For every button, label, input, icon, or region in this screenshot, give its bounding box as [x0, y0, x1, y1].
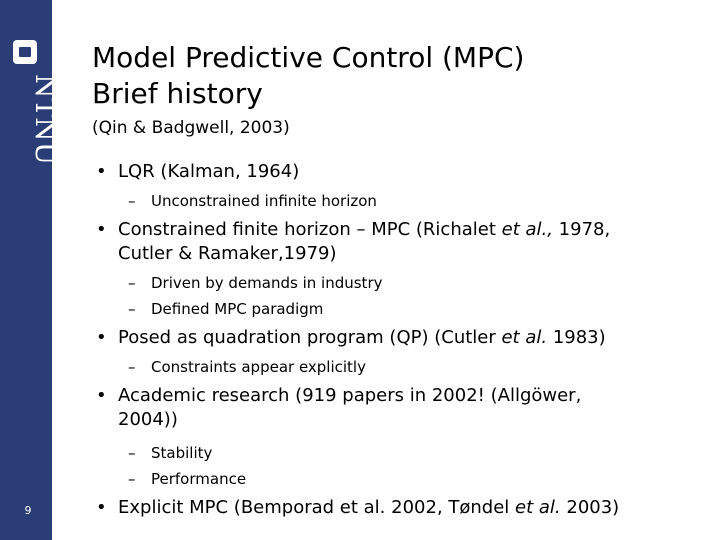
bullet-item [92, 496, 702, 520]
subtitle-citation: (Qin & Badgwell, 2003) [92, 118, 290, 138]
bullet-dot: • [96, 161, 107, 182]
bullet-dot: • [96, 327, 107, 348]
ntnu-logo-text [8, 70, 62, 170]
bullet-item [92, 218, 702, 266]
ntnu-logo-icon [11, 38, 39, 66]
slide-title [92, 40, 524, 112]
sub-bullet-text: Constraints appear explicitly [151, 358, 366, 376]
bullet-dot: • [96, 497, 107, 518]
bullet-text: Posed as quadration program (QP) (Cutler [118, 327, 502, 348]
sub-bullet-text: Performance [151, 470, 247, 488]
bullet-text-italic: et al. [501, 327, 548, 348]
sub-bullet-dash: – [128, 444, 136, 462]
bullet-text: Constrained finite horizon – MPC (Richalet [118, 219, 502, 240]
sub-bullet-text: Unconstrained infinite horizon [151, 192, 377, 210]
sub-bullet-dash: – [128, 470, 136, 488]
bullet-text: 1978, [552, 219, 611, 240]
bullet-text-line2: 2004)) [118, 409, 178, 430]
bullet-text-italic: et al., [501, 219, 553, 240]
title-line-1: Model Predictive Control (MPC) [92, 41, 525, 74]
svg-text:NTNU: NTNU [29, 74, 62, 166]
sub-bullet-item [92, 296, 702, 322]
sub-bullet-dash: – [128, 274, 136, 292]
sidebar [0, 0, 62, 540]
sub-bullet-item [92, 188, 702, 214]
sub-bullet-item [92, 270, 702, 296]
bullet-item [92, 326, 702, 350]
sub-bullet-text: Stability [151, 444, 213, 462]
bullet-item [92, 384, 702, 432]
bullet-text-line2: Cutler & Ramaker,1979) [118, 243, 337, 264]
sub-bullet-item [92, 440, 702, 466]
bullet-text: LQR (Kalman, 1964) [118, 161, 300, 182]
title-line-2: Brief history [92, 77, 263, 110]
sub-bullet-dash: – [128, 300, 136, 318]
bullet-list [92, 160, 702, 524]
sub-bullet-item [92, 466, 702, 492]
bullet-text: Academic research (919 papers in 2002! (Allgöwer, [118, 385, 582, 406]
bullet-text: Explicit MPC (Bemporad et al. 2002, Tøndel [118, 497, 516, 518]
sub-bullet-text: Driven by demands in industry [151, 274, 383, 292]
bullet-item [92, 160, 702, 184]
bullet-dot: • [96, 385, 107, 406]
slide-number: 9 [24, 504, 32, 517]
sub-bullet-dash: – [128, 358, 136, 376]
sub-bullet-dash: – [128, 192, 136, 210]
bullet-text: 1983) [547, 327, 606, 348]
sub-bullet-text: Defined MPC paradigm [151, 300, 324, 318]
sub-bullet-item [92, 354, 702, 380]
bullet-text-italic: et al. [515, 497, 561, 518]
bullet-dot: • [96, 219, 107, 240]
bullet-text: 2003) [560, 497, 620, 518]
